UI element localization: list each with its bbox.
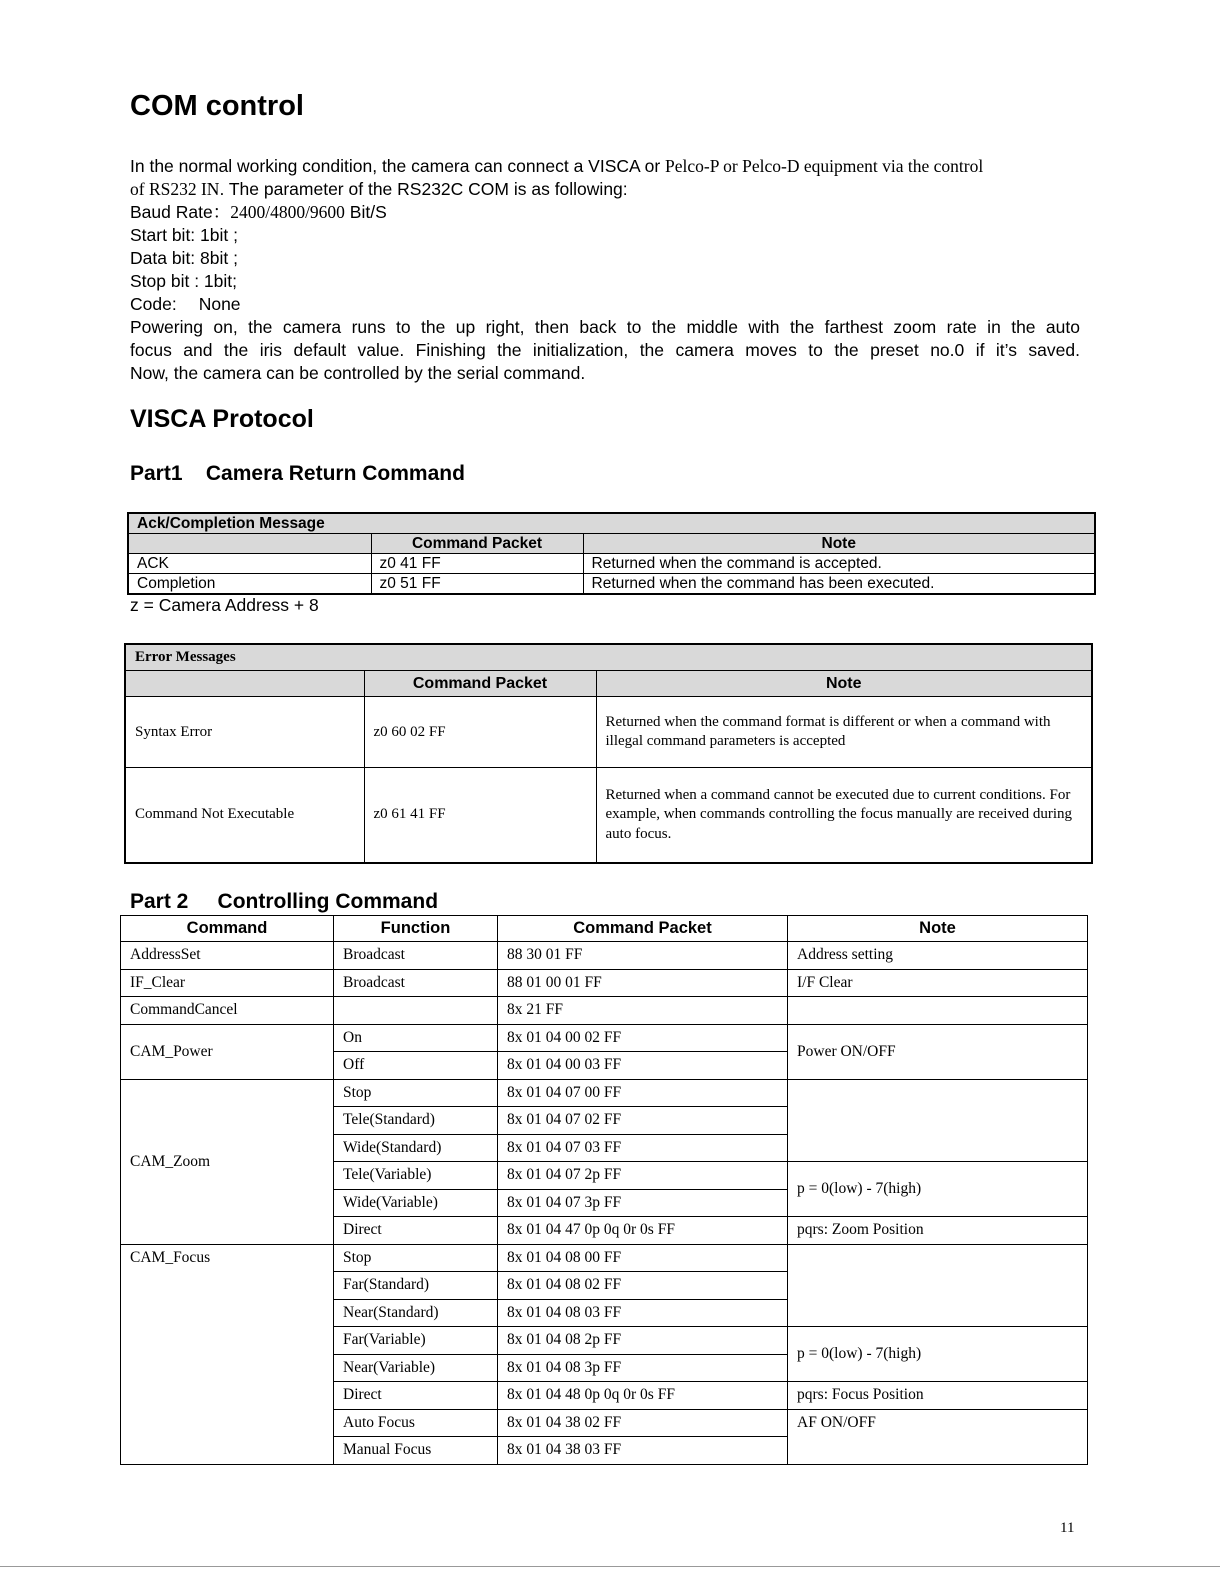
error-row-packet: z0 60 02 FF: [364, 697, 596, 768]
table-row: [125, 768, 1092, 863]
ack-row-packet: z0 51 FF: [371, 574, 583, 595]
ack-row-name: Completion: [128, 574, 371, 595]
packet-cell: 8x 01 04 07 03 FF: [498, 1134, 788, 1162]
part2-heading: Part 2 Controlling Command: [130, 890, 439, 913]
packet-cell: 8x 01 04 07 2p FF: [498, 1162, 788, 1190]
packet-cell: 8x 01 04 48 0p 0q 0r 0s FF: [498, 1382, 788, 1410]
error-row-note: Returned when a command cannot be executed due to current conditions. For example, when commands controlling the focus manually are received during auto focus.: [596, 768, 1092, 863]
ack-table-title: Ack/Completion Message: [128, 513, 1095, 534]
ack-table-header-row: [128, 534, 1095, 554]
function-cell: Direct: [334, 1382, 498, 1410]
table-row: [128, 574, 1095, 595]
note-cell: I/F Clear: [788, 969, 1088, 997]
table-row: [121, 1244, 1088, 1272]
function-cell: Wide(Variable): [334, 1189, 498, 1217]
intro-line-1-sans: In the normal working condition, the camera can connect a VISCA or: [130, 156, 666, 176]
ack-row-note: Returned when the command is accepted.: [583, 554, 1095, 574]
note-cell: [788, 1079, 1088, 1162]
table-row: [121, 997, 1088, 1025]
error-row-note: Returned when the command format is different or when a command with illegal command parameters is accepted: [596, 697, 1092, 768]
page-title: COM control: [130, 90, 304, 122]
function-cell: Far(Standard): [334, 1272, 498, 1300]
command-cell: CAM_Focus: [121, 1244, 334, 1464]
function-cell: Far(Variable): [334, 1327, 498, 1355]
powering-line-1: Powering on, the camera runs to the up right, then back to the middle with the farthest zoom rate in the auto: [130, 317, 1080, 337]
code-value: None: [198, 294, 241, 314]
start-bit-line: Start bit: 1bit ;: [130, 225, 238, 245]
packet-cell: 8x 01 04 08 2p FF: [498, 1327, 788, 1355]
note-cell: pqrs: Focus Position: [788, 1382, 1088, 1410]
function-cell: Stop: [334, 1079, 498, 1107]
note-cell: p = 0(low) - 7(high): [788, 1162, 1088, 1217]
packet-cell: 8x 01 04 08 00 FF: [498, 1244, 788, 1272]
part1-heading: Part1 Camera Return Command: [130, 462, 465, 485]
table-row: [121, 1024, 1088, 1052]
function-cell: Broadcast: [334, 969, 498, 997]
packet-cell: 88 30 01 FF: [498, 942, 788, 970]
command-cell: AddressSet: [121, 942, 334, 970]
packet-cell: 8x 01 04 08 03 FF: [498, 1299, 788, 1327]
command-cell: IF_Clear: [121, 969, 334, 997]
ack-row-name: ACK: [128, 554, 371, 574]
control-header-packet: Command Packet: [498, 916, 788, 942]
packet-cell: 8x 01 04 38 03 FF: [498, 1437, 788, 1465]
note-cell: pqrs: Zoom Position: [788, 1217, 1088, 1245]
ack-row-note: Returned when the command has been executed.: [583, 574, 1095, 595]
packet-cell: 8x 01 04 07 00 FF: [498, 1079, 788, 1107]
camera-address-note: z = Camera Address + 8: [130, 595, 319, 615]
table-row: [121, 1079, 1088, 1107]
ack-header-packet: Command Packet: [371, 534, 583, 554]
ack-completion-table: [127, 512, 1096, 595]
packet-cell: 8x 01 04 00 03 FF: [498, 1052, 788, 1080]
footer-divider: [0, 1566, 1220, 1567]
intro-line-1: [130, 155, 1080, 178]
stop-bit-line: Stop bit : 1bit;: [130, 271, 238, 291]
note-cell: AF ON/OFF: [788, 1409, 1088, 1464]
function-cell: Near(Variable): [334, 1354, 498, 1382]
intro-line-2: [130, 178, 1080, 201]
baud-rate-unit: Bit/S: [344, 202, 387, 222]
error-header-note: Note: [596, 671, 1092, 697]
controlling-command-table: [120, 915, 1088, 1465]
ack-header-blank: [128, 534, 371, 554]
function-cell: Broadcast: [334, 942, 498, 970]
error-messages-table: [124, 643, 1093, 864]
function-cell: [334, 997, 498, 1025]
command-cell: CommandCancel: [121, 997, 334, 1025]
data-bit-line: Data bit: 8bit ;: [130, 248, 238, 268]
function-cell: Wide(Standard): [334, 1134, 498, 1162]
function-cell: Stop: [334, 1244, 498, 1272]
error-table-title-row: [125, 644, 1092, 671]
note-cell: Address setting: [788, 942, 1088, 970]
error-header-blank: [125, 671, 364, 697]
function-cell: On: [334, 1024, 498, 1052]
packet-cell: 88 01 00 01 FF: [498, 969, 788, 997]
baud-rate-label: Baud Rate：: [130, 202, 231, 222]
table-row: [125, 697, 1092, 768]
packet-cell: 8x 01 04 08 02 FF: [498, 1272, 788, 1300]
error-header-packet: Command Packet: [364, 671, 596, 697]
packet-cell: 8x 21 FF: [498, 997, 788, 1025]
table-row: [121, 942, 1088, 970]
powering-line-2: focus and the iris default value. Finishing the initialization, the camera moves to the preset no.0 if it’s saved.: [130, 340, 1080, 360]
function-cell: Off: [334, 1052, 498, 1080]
control-header-function: Function: [334, 916, 498, 942]
note-cell: Power ON/OFF: [788, 1024, 1088, 1079]
table-row: [128, 554, 1095, 574]
error-row-name: Command Not Executable: [125, 768, 364, 863]
packet-cell: 8x 01 04 08 3p FF: [498, 1354, 788, 1382]
ack-row-packet: z0 41 FF: [371, 554, 583, 574]
control-header-command: Command: [121, 916, 334, 942]
packet-cell: 8x 01 04 38 02 FF: [498, 1409, 788, 1437]
error-table-title: Error Messages: [125, 644, 1092, 671]
ack-table-title-row: [128, 513, 1095, 534]
control-header-note: Note: [788, 916, 1088, 942]
ack-header-note: Note: [583, 534, 1095, 554]
intro-line-1-serif: Pelco-P or Pelco-D equipment via the control: [665, 156, 984, 176]
function-cell: Tele(Standard): [334, 1107, 498, 1135]
error-table-header-row: [125, 671, 1092, 697]
code-line: [130, 293, 1080, 316]
error-row-packet: z0 61 41 FF: [364, 768, 596, 863]
page-number: 11: [1060, 1520, 1075, 1536]
note-cell: p = 0(low) - 7(high): [788, 1327, 1088, 1382]
command-cell: CAM_Power: [121, 1024, 334, 1079]
packet-cell: 8x 01 04 47 0p 0q 0r 0s FF: [498, 1217, 788, 1245]
table-row: [121, 969, 1088, 997]
function-cell: Auto Focus: [334, 1409, 498, 1437]
command-cell: CAM_Zoom: [121, 1079, 334, 1244]
packet-cell: 8x 01 04 00 02 FF: [498, 1024, 788, 1052]
function-cell: Near(Standard): [334, 1299, 498, 1327]
error-row-name: Syntax Error: [125, 697, 364, 768]
note-cell: [788, 997, 1088, 1025]
intro-line-2-sans: . The parameter of the RS232C COM is as following:: [219, 179, 628, 199]
code-label: Code:: [130, 294, 177, 314]
packet-cell: 8x 01 04 07 3p FF: [498, 1189, 788, 1217]
intro-line-2-serif: of RS232 IN: [130, 179, 220, 199]
powering-line-3: Now, the camera can be controlled by the serial command.: [130, 363, 586, 383]
function-cell: Direct: [334, 1217, 498, 1245]
packet-cell: 8x 01 04 07 02 FF: [498, 1107, 788, 1135]
function-cell: Tele(Variable): [334, 1162, 498, 1190]
note-cell: [788, 1244, 1088, 1327]
baud-rate-line: [130, 201, 1080, 224]
baud-rate-value: 2400/4800/9600: [230, 202, 345, 222]
control-table-header-row: [121, 916, 1088, 942]
function-cell: Manual Focus: [334, 1437, 498, 1465]
protocol-heading: VISCA Protocol: [130, 405, 314, 433]
